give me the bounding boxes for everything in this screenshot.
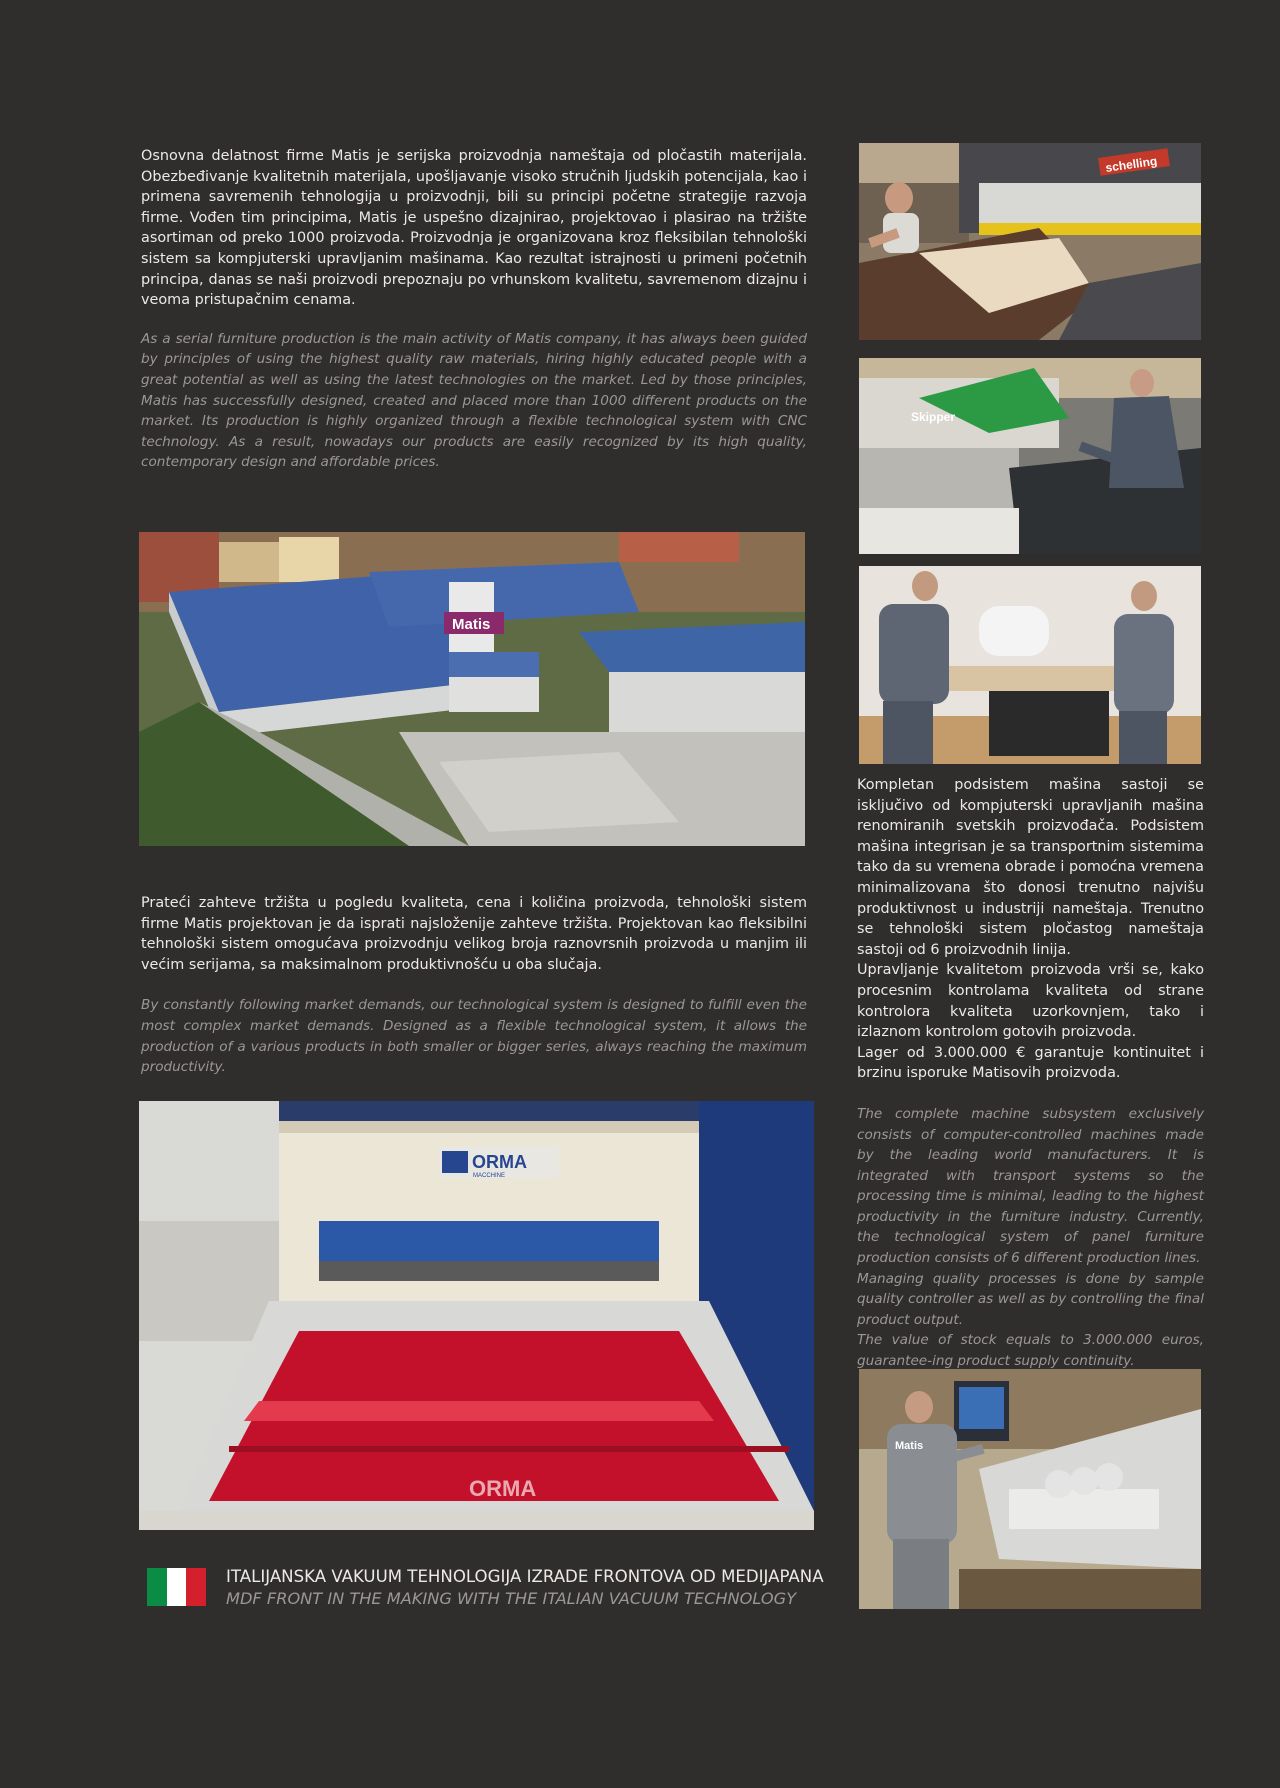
cnc-sign-text: Matis [895,1440,924,1452]
machines-serbian-paragraph-2: Upravljanje kvalitetom proizvoda vrši se, kako procesnim kontrolama kvaliteta od strane kontrolora kvaliteta uzorkovnjem, tako i izlaznom kontrolom gotovih proizvoda. [857,962,1204,1041]
photo-workers-assembling [859,566,1201,764]
italian-flag-icon [147,1568,206,1606]
flag-stripe-green [147,1568,167,1606]
machines-serbian-paragraph-3: Lager od 3.000.000 € garantuje kontinuitet i brzinu isporuke Matisovih proizvoda. [857,1044,1204,1082]
machines-english-paragraph-1: The complete machine subsystem exclusively consists of computer-controlled machines made by the leading world manufacturers. It is integrated with transport systems so the processing time is minimal, leading to the highest productivity in the furniture industry. Currently, the technological system of panel furniture production consists of 6 different production lines. [857,1105,1204,1267]
technology-english-paragraph: By constantly following market demands, our technological system is designed to fulfill even the most complex market demands. Designed as a flexible technological system, it allows the production of a various products in both smaller or bigger series, always reaching the maximum productivity. [141,997,807,1076]
flag-stripe-white [167,1568,187,1606]
machines-english-paragraph-3: The value of stock equals to 3.000.000 euros, guarantee-ing product supply continuity. [857,1332,1204,1370]
intro-english-paragraph: As a serial furniture production is the main activity of Matis company, it has always been guided by principles of using the highest quality raw materials, hiring highly educated people with a great potential as well as using the latest technologies on the market. Led by those principles, Matis has successfully designed, created and placed more than 1000 different products on the market. Its production is highly organized through a flexible technological system with CNC technology. As a result, nowadays our products are easily recognized by its high quality, contemporary design and affordable prices. [141,330,807,471]
intro-serbian-paragraph: Osnovna delatnost firme Matis je serijska proizvodnja nameštaja od pločastih materijala. Obezbeđivanje kvalitetnih materijala, upošljavanje visoko stručnih ljudskih potencijala, kao i primena savremenih tehnologija u proizvodnji, bili su principi početne strategije razvoja firme. Vođen tim principima, Matis je uspešno dizajnirao, projektovao i plasirao na tržište asortiman od preko 1000 proizvoda. Proizvodnja je organizovana kroz fleksibilan tehnološki sistem sa kompjuterski upravljanim mašinama. Kao rezultat istrajnosti u primeni početnih principa, danas se naši proizvodi prepoznaju po vrhunskom kvalitetu, savremenom dizajnu i veoma pristupačnim cenama. [141,148,807,309]
technology-serbian-paragraph: Prateći zahteve tržišta u pogledu kvaliteta, cena i količina proizvoda, tehnološki sistem firme Matis projektovan je da isprati najsloženije zahteve tržišta. Projektovan kao fleksibilni tehnološki sistem omogućava proizvodnju velikog broja raznovrsnih proizvoda u manjim ili većim serijama, sa maksimalnom produktivnošću u oba slučaja. [141,895,807,973]
flag-stripe-red [186,1568,206,1606]
orma-sign-text: ORMA [472,1152,527,1172]
skipper-sign-text: Skipper [911,410,956,424]
photo-cnc-operator [859,1369,1201,1609]
caption [226,1566,824,1610]
intro-section [141,146,807,473]
orma-reflection-text: ORMA [469,1476,537,1501]
technology-section [141,893,807,1078]
photo-schelling-panel-saw [859,143,1201,340]
machines-section [857,775,1204,1372]
caption-serbian: ITALIJANSKA VAKUUM TEHNOLOGIJA IZRADE FRONTOVA OD MEDIJAPANA [226,1567,824,1586]
photo-factory-aerial [139,532,805,846]
machines-serbian-paragraph-1: Kompletan podsistem mašina sastoji se isključivo od kompjuterski upravljanih mašina renomiranih svetskih proizvođača. Podsistem mašina integrisan je sa transportnim sistemima tako da su vremena obrade i pomoćna vremena minimalizovana što donosi trenutno najvišu produktivnost u industriji nameštaja. Trenutno se tehnološki sistem pločastog nameštaja sastoji od 6 proizvodnih linija. [857,777,1204,958]
orma-sub-text: MACCHINE [473,1173,506,1179]
photo-orma-vacuum-press [139,1101,814,1530]
caption-english: MDF FRONT IN THE MAKING WITH THE ITALIAN VACUUM TECHNOLOGY [226,1589,797,1608]
machines-english-paragraph-2: Managing quality processes is done by sample quality controller as well as by controlling the final product output. [857,1270,1204,1328]
factory-sign-text: Matis [452,616,491,633]
schelling-sign-text: schelling [1104,153,1159,175]
photo-skipper-machine [859,358,1201,554]
